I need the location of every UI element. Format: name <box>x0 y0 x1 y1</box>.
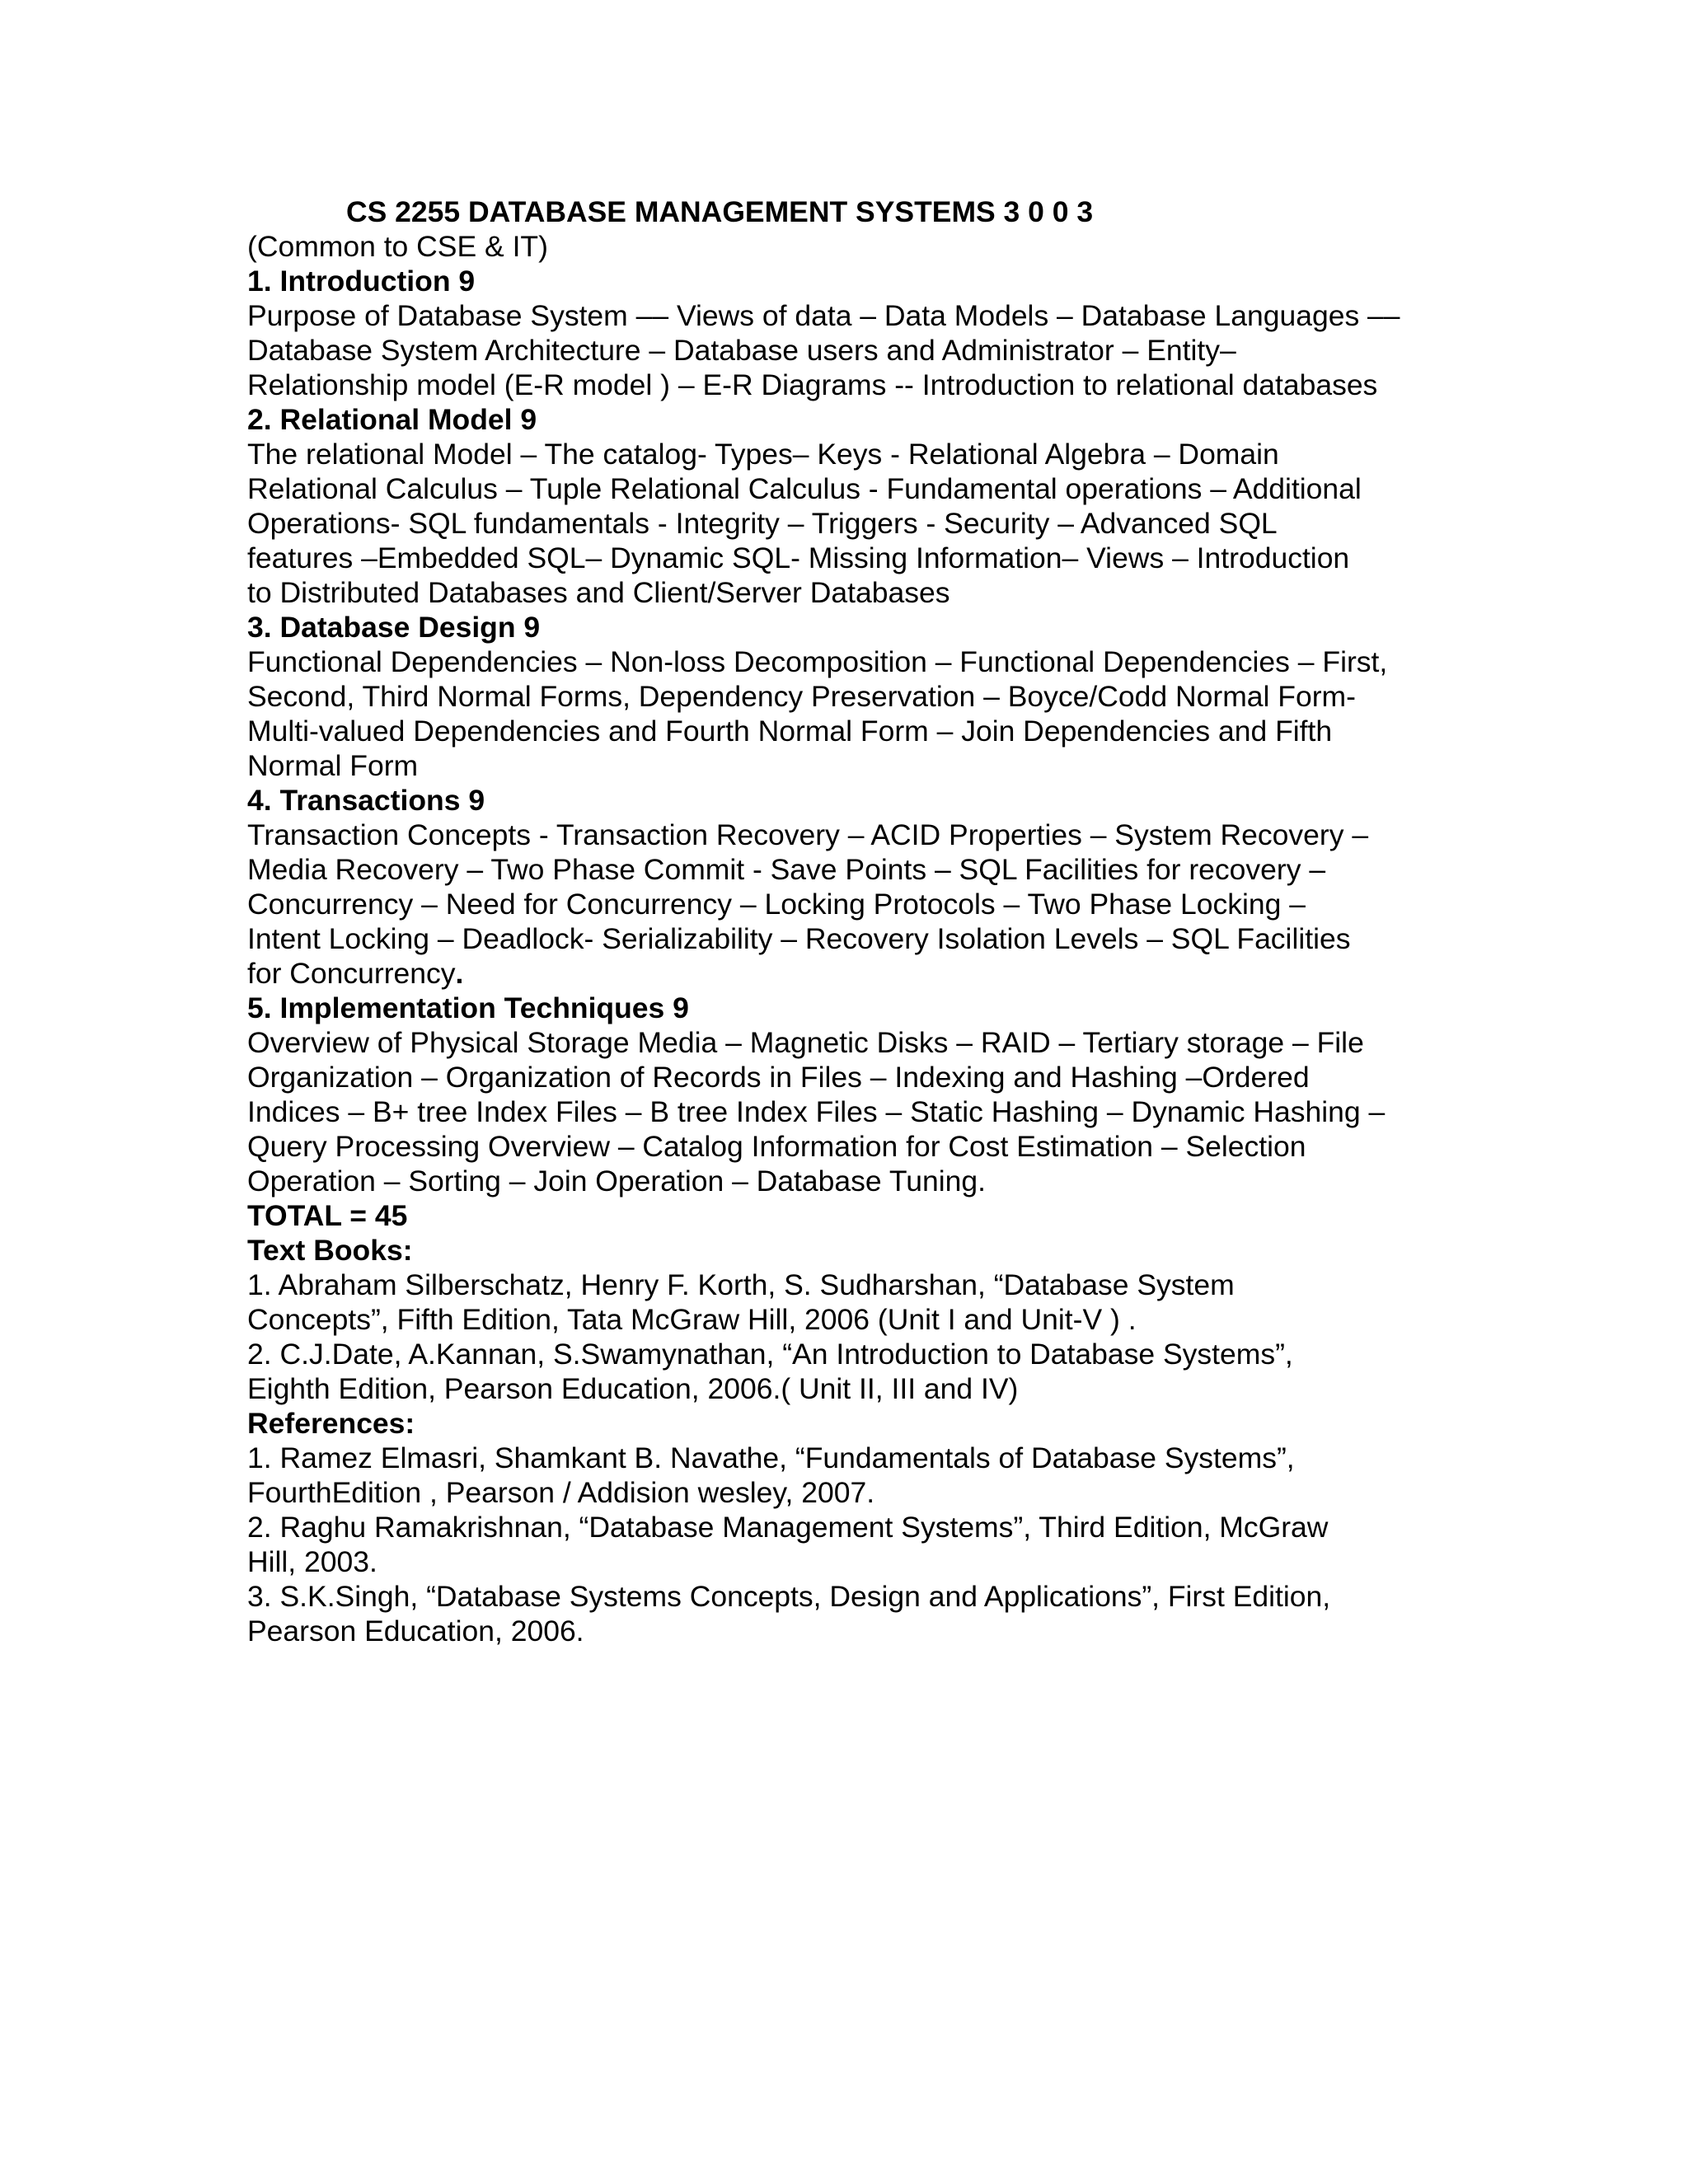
unit-text-line: Relational Calculus – Tuple Relational Calculus - Fundamental operations – Additional <box>247 472 1362 505</box>
unit-text-line: Intent Locking – Deadlock- Serializability – Recovery Isolation Levels – SQL Facilities <box>247 922 1351 955</box>
unit-heading: 4. Transactions 9 <box>247 784 485 817</box>
unit-text-line: Normal Form <box>247 749 419 782</box>
unit-text-line: Multi-valued Dependencies and Fourth Normal Form – Join Dependencies and Fifth <box>247 715 1333 748</box>
unit-text-period: . <box>455 957 464 990</box>
unit-text-line: Transaction Concepts - Transaction Recovery – ACID Properties – System Recovery – <box>247 818 1369 851</box>
reference-line: 1. Ramez Elmasri, Shamkant B. Navathe, “Fundamentals of Database Systems”, <box>247 1441 1295 1474</box>
unit-2 <box>247 402 1451 610</box>
unit-text-line: Query Processing Overview – Catalog Information for Cost Estimation – Selection <box>247 1130 1306 1163</box>
course-subtitle: (Common to CSE & IT) <box>247 230 548 263</box>
unit-3 <box>247 610 1451 783</box>
unit-text-line-last <box>247 956 1451 991</box>
unit-text-fragment: for Concurrency <box>247 957 456 990</box>
unit-heading: 2. Relational Model 9 <box>247 403 537 436</box>
references-heading: References: <box>247 1407 415 1440</box>
unit-text-line: The relational Model – The catalog- Types– Keys - Relational Algebra – Domain <box>247 438 1279 471</box>
reference-line: FourthEdition , Pearson / Addision wesley, 2007. <box>247 1476 875 1509</box>
unit-text-line: Purpose of Database System –– Views of data – Data Models – Database Languages –– <box>247 299 1400 332</box>
references-section <box>247 1406 1451 1648</box>
course-title: CS 2255 DATABASE MANAGEMENT SYSTEMS 3 0 0 3 <box>346 195 1094 228</box>
unit-text-line: Overview of Physical Storage Media – Magnetic Disks – RAID – Tertiary storage – File <box>247 1026 1364 1059</box>
unit-heading: 3. Database Design 9 <box>247 611 541 644</box>
reference-line: 3. S.K.Singh, “Database Systems Concepts, Design and Applications”, First Edition, <box>247 1580 1331 1613</box>
unit-text-line: Relationship model (E-R model ) – E-R Diagrams -- Introduction to relational databases <box>247 368 1378 401</box>
unit-text-line: Concurrency – Need for Concurrency – Locking Protocols – Two Phase Locking – <box>247 888 1306 921</box>
unit-text-line: to Distributed Databases and Client/Server Databases <box>247 576 950 609</box>
unit-heading: 1. Introduction 9 <box>247 265 476 298</box>
unit-text-line: Functional Dependencies – Non-loss Decomposition – Functional Dependencies – First, <box>247 645 1388 678</box>
unit-text-line: Operations- SQL fundamentals - Integrity – Triggers - Security – Advanced SQL <box>247 507 1278 540</box>
text-books-heading: Text Books: <box>247 1234 413 1267</box>
text-book-line: 1. Abraham Silberschatz, Henry F. Korth, S. Sudharshan, “Database System <box>247 1268 1235 1301</box>
reference-line: 2. Raghu Ramakrishnan, “Database Management Systems”, Third Edition, McGraw <box>247 1511 1329 1544</box>
unit-1 <box>247 264 1451 402</box>
total-hours: TOTAL = 45 <box>247 1199 408 1232</box>
unit-5 <box>247 991 1451 1198</box>
unit-text-line: Media Recovery – Two Phase Commit - Save Points – SQL Facilities for recovery – <box>247 853 1326 886</box>
reference-line: Hill, 2003. <box>247 1545 377 1578</box>
text-books-section <box>247 1233 1451 1406</box>
text-book-line: 2. C.J.Date, A.Kannan, S.Swamynathan, “An Introduction to Database Systems”, <box>247 1338 1293 1371</box>
unit-text-line: Indices – B+ tree Index Files – B tree Index Files – Static Hashing – Dynamic Hashing – <box>247 1095 1386 1128</box>
syllabus-page <box>247 194 1451 1648</box>
unit-text-line: features –Embedded SQL– Dynamic SQL- Missing Information– Views – Introduction <box>247 541 1350 574</box>
reference-line: Pearson Education, 2006. <box>247 1615 584 1647</box>
text-book-line: Concepts”, Fifth Edition, Tata McGraw Hill, 2006 (Unit I and Unit-V ) . <box>247 1303 1137 1336</box>
unit-4 <box>247 783 1451 991</box>
unit-text-line: Organization – Organization of Records in Files – Indexing and Hashing –Ordered <box>247 1061 1310 1094</box>
unit-text-line: Second, Third Normal Forms, Dependency Preservation – Boyce/Codd Normal Form- <box>247 680 1356 713</box>
unit-text-line: Database System Architecture – Database users and Administrator – Entity– <box>247 334 1236 367</box>
unit-text-line: Operation – Sorting – Join Operation – Database Tuning. <box>247 1165 986 1197</box>
text-book-line: Eighth Edition, Pearson Education, 2006.( Unit II, III and IV) <box>247 1372 1019 1405</box>
unit-heading: 5. Implementation Techniques 9 <box>247 991 689 1024</box>
